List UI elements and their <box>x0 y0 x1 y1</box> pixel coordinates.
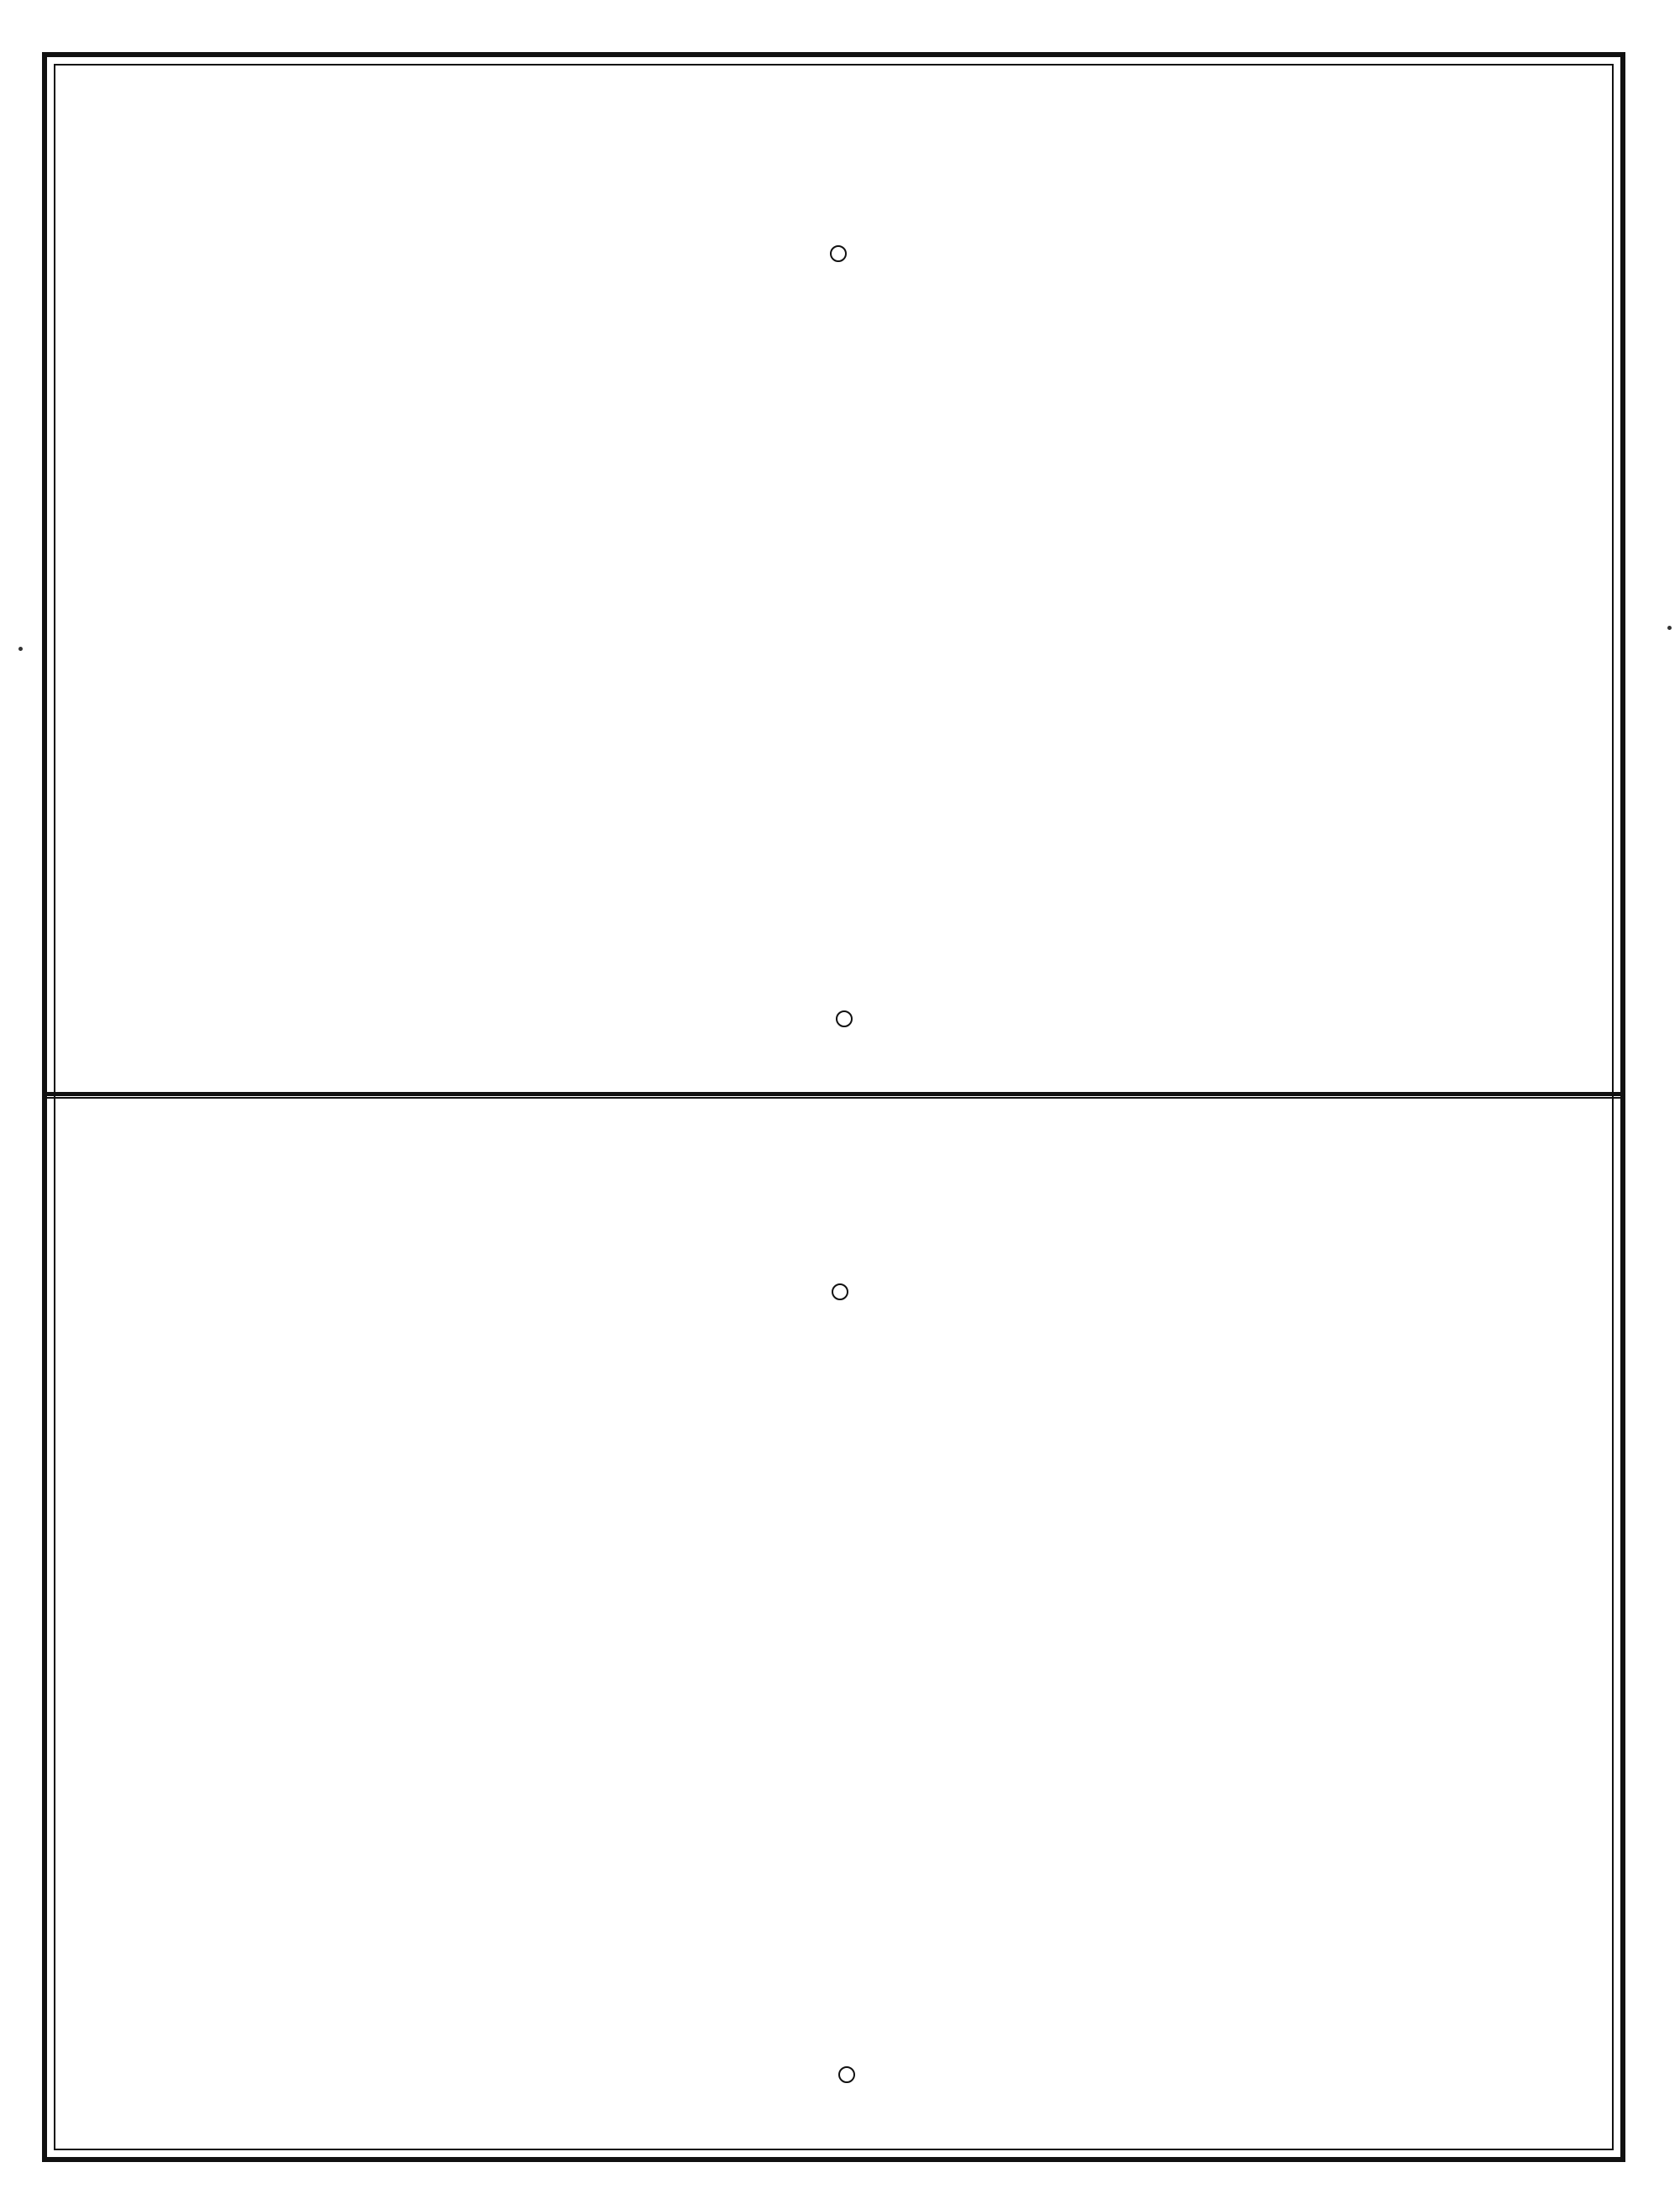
bottom-circle-mark-upper <box>832 1283 848 1300</box>
top-circle-mark <box>830 245 847 262</box>
scan-speck <box>18 647 23 651</box>
bottom-circle-mark-lower <box>838 2066 855 2083</box>
scan-speck <box>1667 626 1672 630</box>
page-divider <box>42 1092 1625 1099</box>
mid-circle-mark <box>836 1010 853 1027</box>
page-frame <box>42 52 1625 2162</box>
